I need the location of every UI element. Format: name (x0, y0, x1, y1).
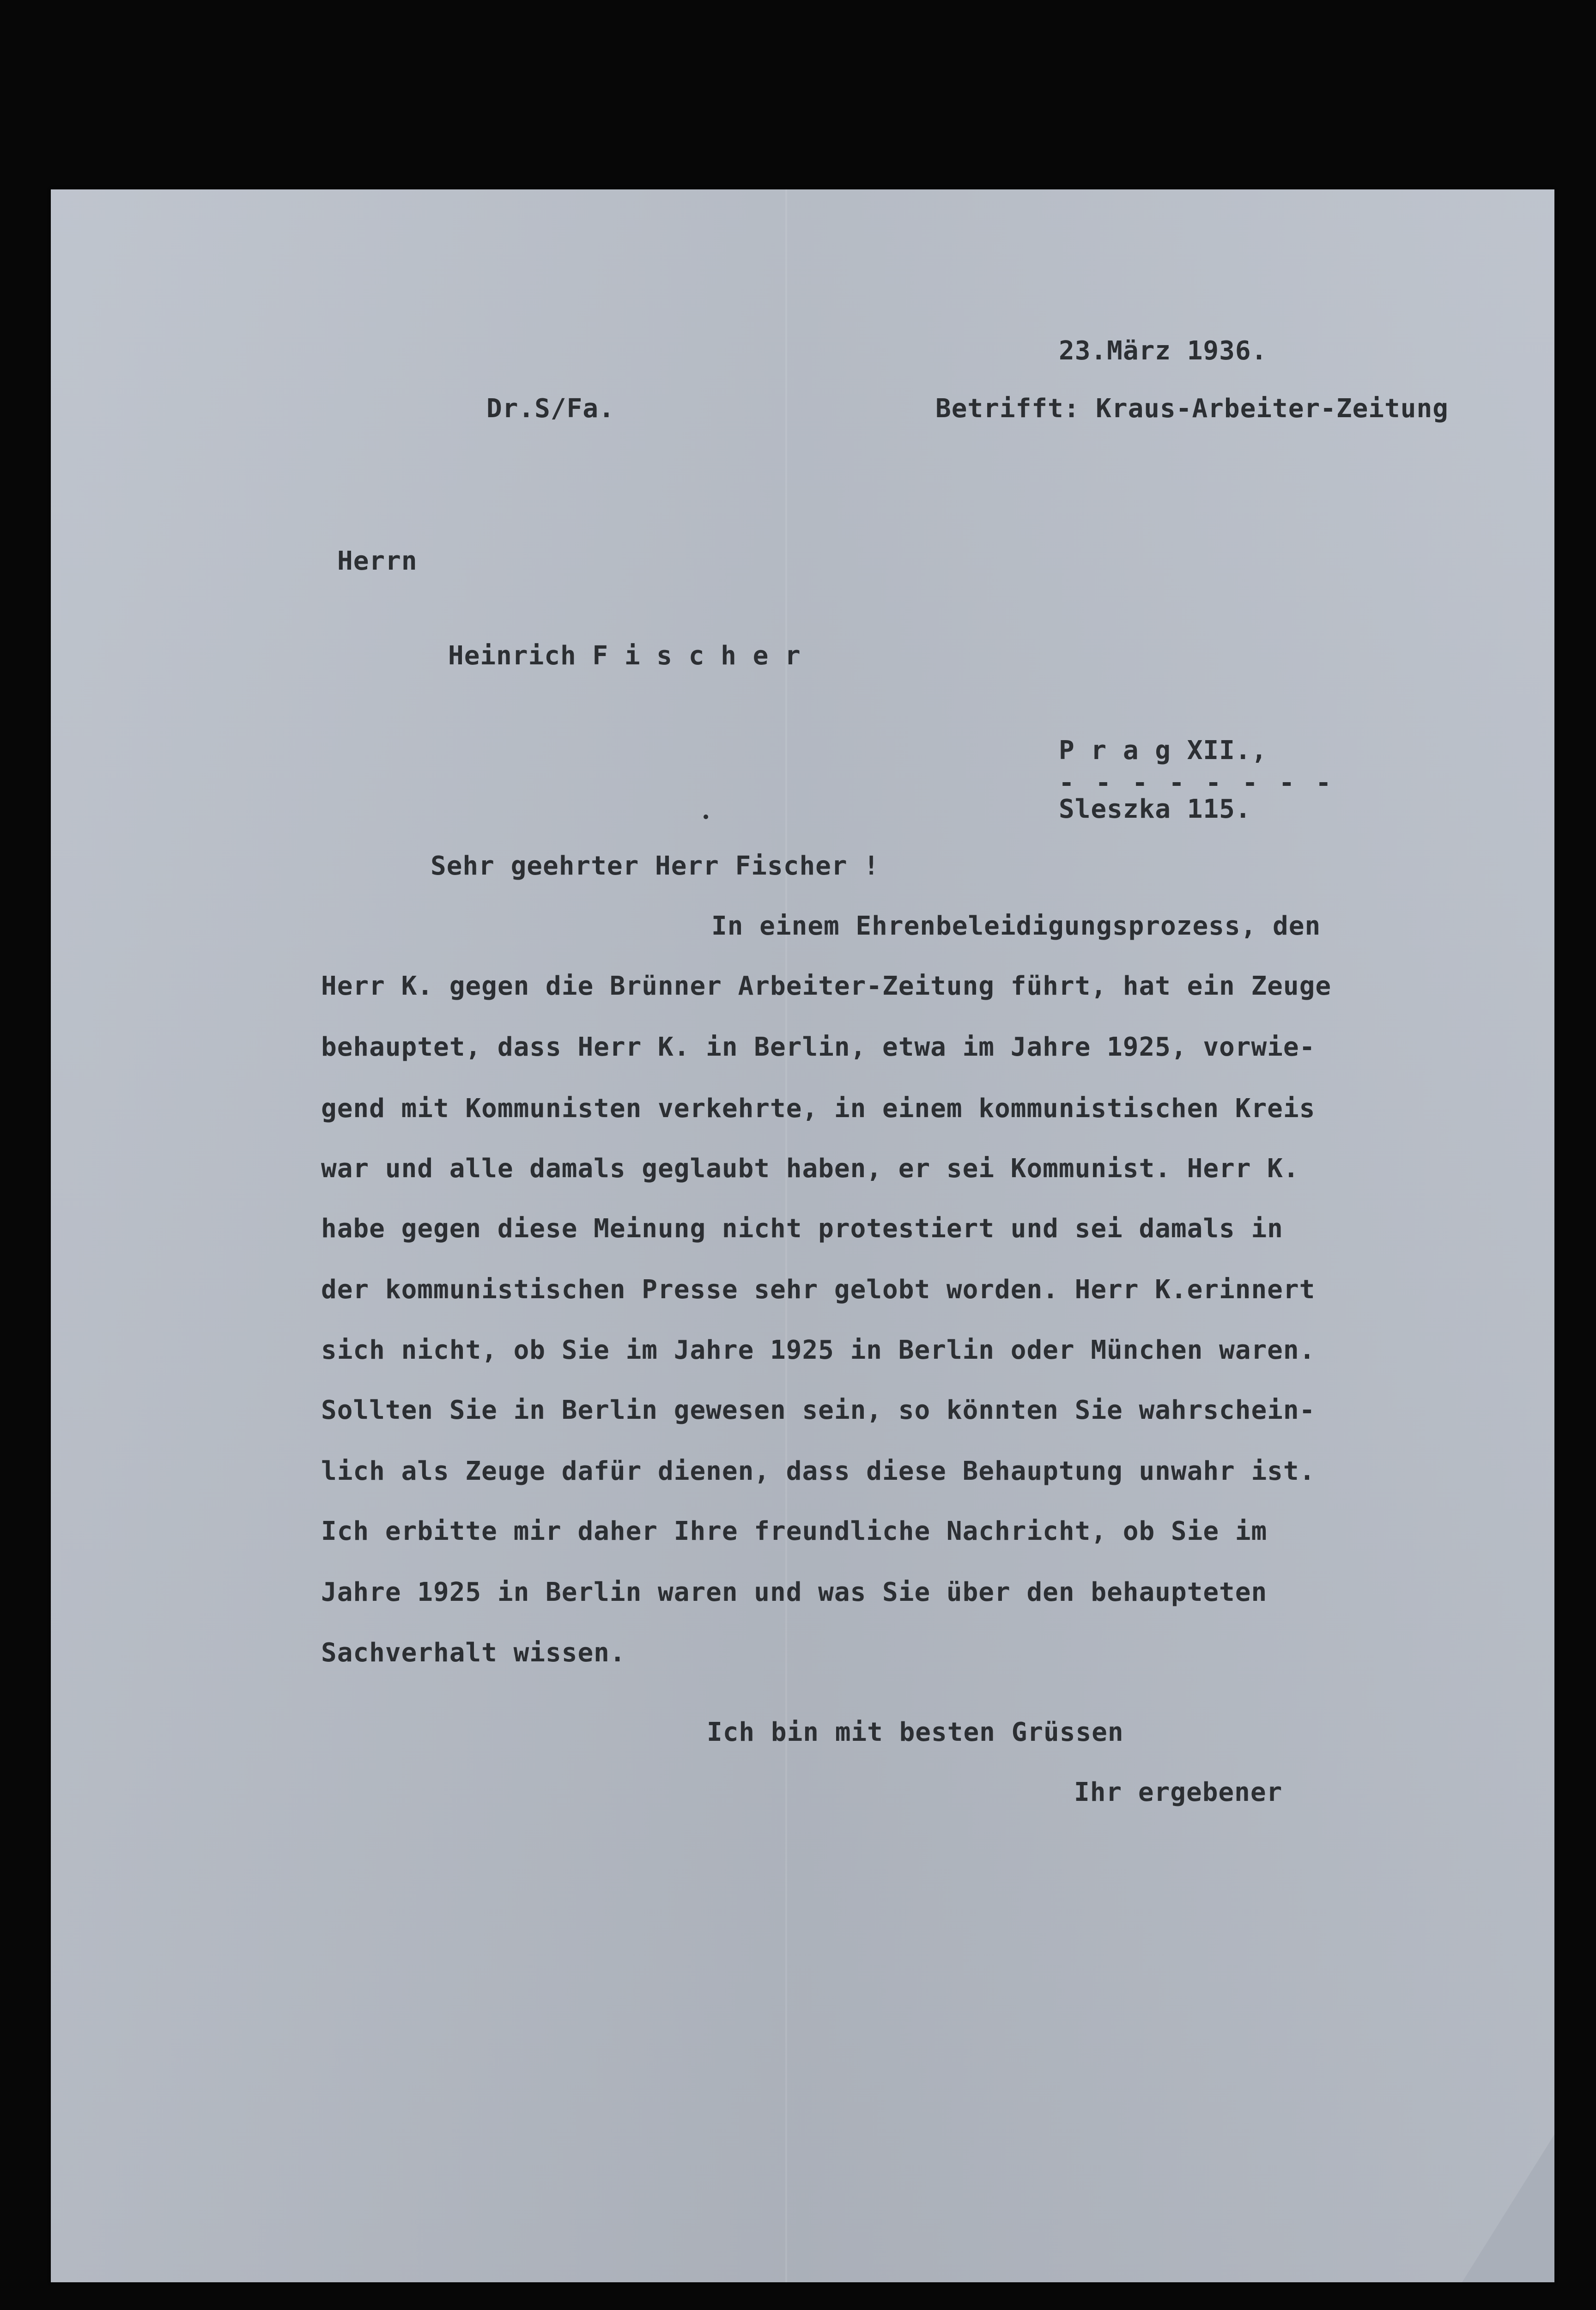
city-underline: - - - - - - - - (1059, 768, 1334, 798)
body-line: der kommunistischen Presse sehr gelobt worden. Herr K.erinnert (321, 1275, 1316, 1305)
body-line: Ich erbitte mir daher Ihre freundliche Nachricht, ob Sie im (321, 1516, 1268, 1546)
closing-line: Ich bin mit besten Grüssen (707, 1717, 1124, 1747)
body-line: Sachverhalt wissen. (321, 1638, 626, 1668)
recipient-street: Sleszka 115. (1059, 794, 1251, 824)
body-line: habe gegen diese Meinung nicht protestiert und sei damals in (321, 1214, 1283, 1244)
body-line: Sollten Sie in Berlin gewesen sein, so könnten Sie wahrschein- (321, 1395, 1316, 1425)
body-line: war und alle damals geglaubt haben, er sei Kommunist. Herr K. (321, 1154, 1299, 1184)
body-line: sich nicht, ob Sie im Jahre 1925 in Berlin oder München waren. (321, 1335, 1316, 1365)
letter-date: 23.März 1936. (1059, 336, 1268, 366)
stray-dot (704, 815, 708, 819)
signoff-line: Ihr ergebener (1074, 1777, 1283, 1807)
subject-line: Betrifft: Kraus-Arbeiter-Zeitung (935, 394, 1449, 424)
body-line: behauptet, dass Herr K. in Berlin, etwa im Jahre 1925, vorwie- (321, 1032, 1316, 1062)
body-line: gend mit Kommunisten verkehrte, in einem kommunistischen Kreis (321, 1094, 1316, 1124)
body-line: In einem Ehrenbeleidigungsprozess, den (711, 911, 1321, 941)
body-line: Herr K. gegen die Brünner Arbeiter-Zeitung führt, hat ein Zeuge (321, 971, 1332, 1001)
letter-sheet (51, 189, 1554, 2282)
folded-corner (1462, 2134, 1554, 2282)
body-line: Jahre 1925 in Berlin waren und was Sie über den behaupteten (321, 1577, 1268, 1607)
reference-code: Dr.S/Fa. (486, 394, 615, 424)
recipient-city: P r a g XII., (1059, 736, 1268, 766)
body-line: lich als Zeuge dafür dienen, dass diese Behauptung unwahr ist. (321, 1456, 1316, 1486)
recipient-name: Heinrich F i s c h e r (448, 641, 801, 671)
salutation-title: Herrn (337, 546, 418, 576)
greeting: Sehr geehrter Herr Fischer ! (431, 851, 880, 881)
